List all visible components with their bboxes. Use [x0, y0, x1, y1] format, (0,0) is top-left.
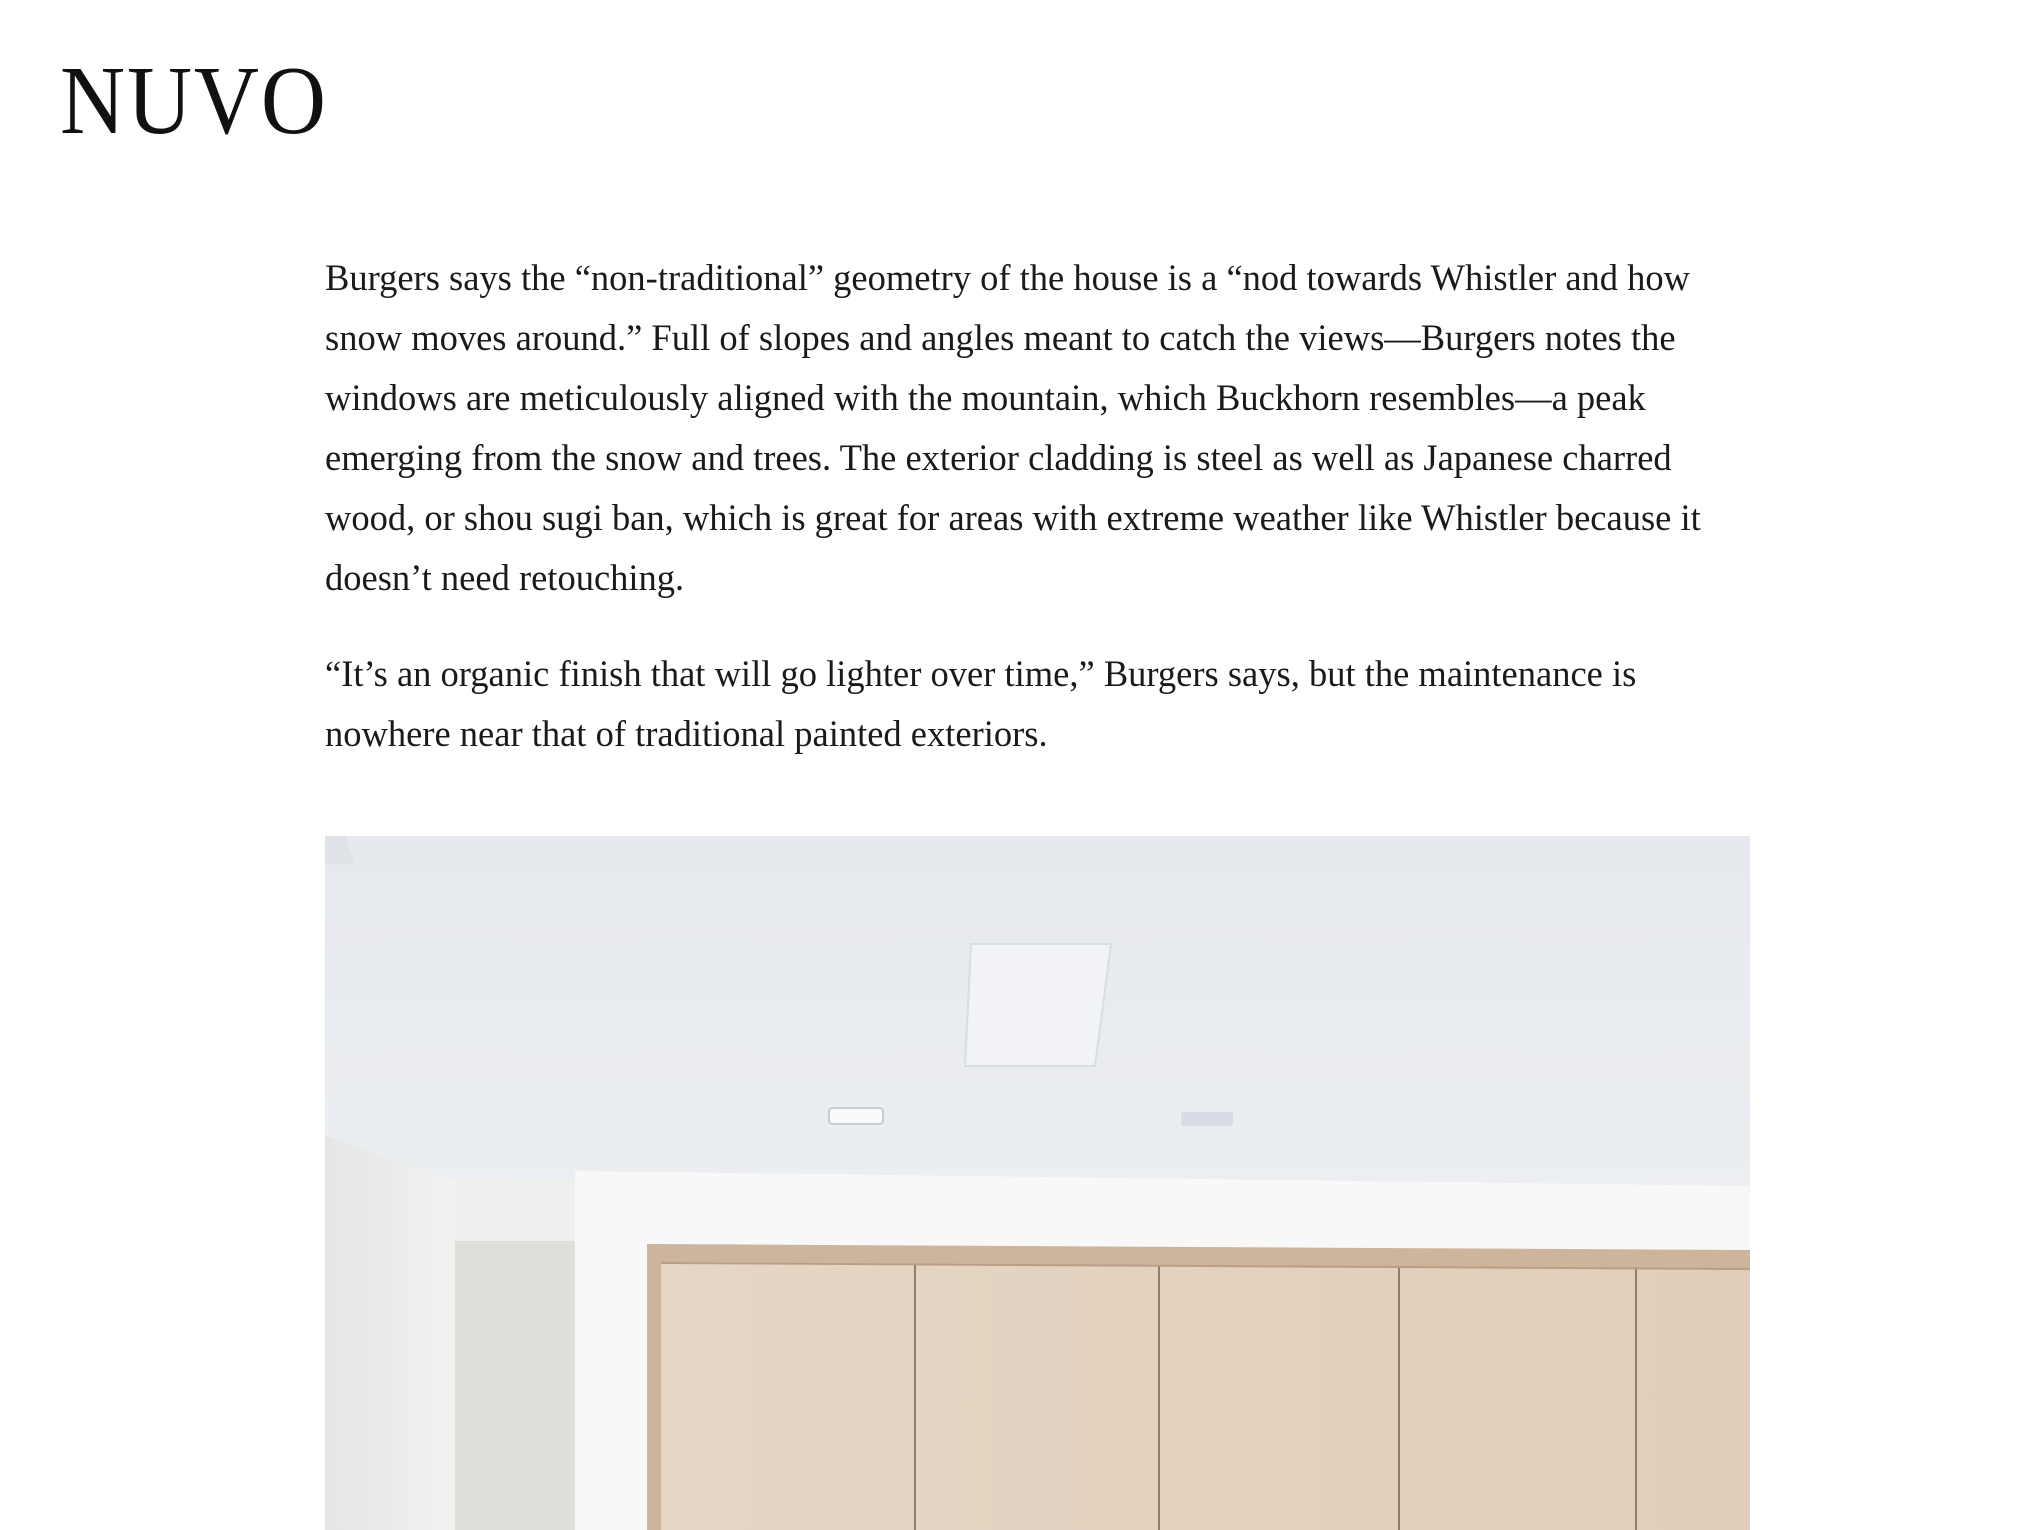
- ceiling-vent: [965, 944, 1111, 1066]
- ceiling-light: [829, 1108, 883, 1124]
- nuvo-logo[interactable]: NUVO: [60, 47, 328, 155]
- left-window-light: [455, 1241, 575, 1530]
- article-paragraph: “It’s an organic finish that will go lighter over time,” Burgers says, but the maintenance is nowhere near that of traditional painted exteriors.: [325, 653, 1637, 754]
- ceiling-light: [1181, 1112, 1233, 1126]
- left-wall: [325, 1136, 455, 1530]
- cabinet-doors: [661, 1262, 1750, 1530]
- article-paragraph: Burgers says the “non-traditional” geometry of the house is a “nod towards Whistler and how snow moves around.” Full of slopes and angles meant to catch the views—Burgers notes the windows are meticulously aligned with the mountain, which Buckhorn resembles—a peak emerging from the snow and trees. The exterior cladding is steel as well as Japanese charred wood, or shou sugi ban, which is great for areas with extreme weather like Whistler because it doesn’t need retouching.: [325, 257, 1701, 598]
- interior-photo-illustration: [325, 836, 1750, 1530]
- article-body: [325, 248, 1750, 800]
- interior-photo: [325, 836, 1750, 1530]
